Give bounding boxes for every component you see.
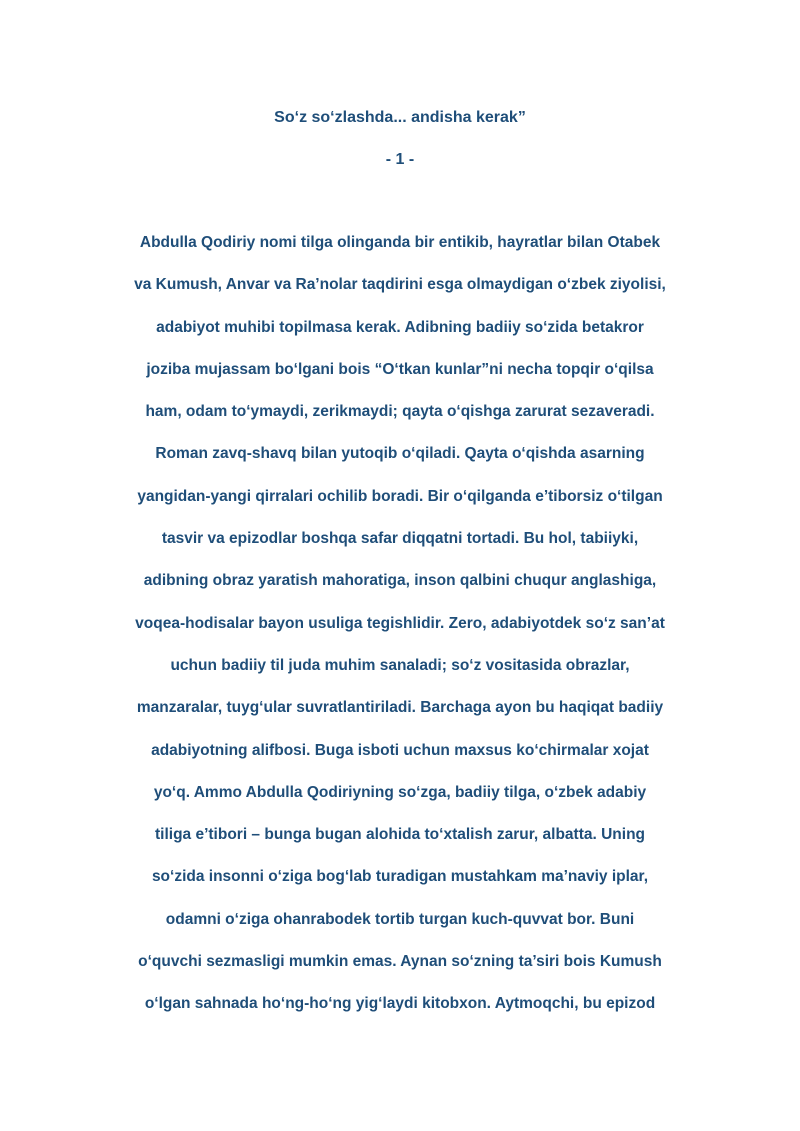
text-line: yangidan-yangi qirralari ochilib boradi. Bir o‘qilganda e’tiborsiz o‘tilgan xyxy=(137,487,663,505)
document-title: So‘z so‘zlashda... andisha kerak” xyxy=(274,109,526,126)
page-number: - 1 - xyxy=(385,151,415,168)
text-line: manzaralar, tuyg‘ular suvratlantiriladi. Barchaga ayon bu haqiqat badiiy xyxy=(136,699,664,717)
text-line: adabiyot muhibi topilmasa kerak. Adibning badiiy so‘zida betakror xyxy=(156,318,644,336)
text-line: o‘lgan sahnada ho‘ng-ho‘ng yig‘laydi kitobxon. Aytmoqchi, bu epizod xyxy=(144,995,656,1013)
text-line: adabiyotning alifbosi. Buga isboti uchun maxsus ko‘chirmalar xojat xyxy=(151,741,649,759)
text-line: yo‘q. Ammo Abdulla Qodiriyning so‘zga, badiiy tilga, o‘zbek adabiy xyxy=(153,783,647,801)
text-line: va Kumush, Anvar va Ra’nolar taqdirini esga olmaydigan o‘zbek ziyolisi, xyxy=(134,276,666,294)
text-line: joziba mujassam bo‘lgani bois “O‘tkan kunlar”ni necha topqir o‘qilsa xyxy=(146,360,654,378)
text-line: Roman zavq-shavq bilan yutoqib o‘qiladi. Qayta o‘qishda asarning xyxy=(155,445,645,463)
text-line: adibning obraz yaratish mahoratiga, inson qalbini chuqur anglashiga, xyxy=(143,572,657,590)
text-line: uchun badiiy til juda muhim sanaladi; so‘z vositasida obrazlar, xyxy=(170,656,630,674)
body-paragraph xyxy=(100,222,700,1026)
text-line: tiliga e’tibori – bunga bugan alohida to‘xtalish zarur, albatta. Uning xyxy=(154,826,646,844)
text-line: tasvir va epizodlar boshqa safar diqqatni tortadi. Bu hol, tabiiyki, xyxy=(161,530,639,548)
text-line: odamni o‘ziga ohanrabodek tortib turgan kuch-quvvat bor. Buni xyxy=(165,910,635,928)
text-line: Abdulla Qodiriy nomi tilga olinganda bir entikib, hayratlar bilan Otabek xyxy=(139,234,661,251)
text-line: o‘quvchi sezmasligi mumkin emas. Aynan so‘zning ta’siri bois Kumush xyxy=(138,953,662,971)
text-line: voqea-hodisalar bayon usuliga tegishlidir. Zero, adabiyotdek so‘z san’at xyxy=(135,614,665,632)
text-line: so‘zida insonni o‘ziga bog‘lab turadigan mustahkam ma’naviy iplar, xyxy=(151,868,649,886)
text-line: ham, odam to‘ymaydi, zerikmaydi; qayta o‘qishga zarurat sezaveradi. xyxy=(145,403,655,421)
